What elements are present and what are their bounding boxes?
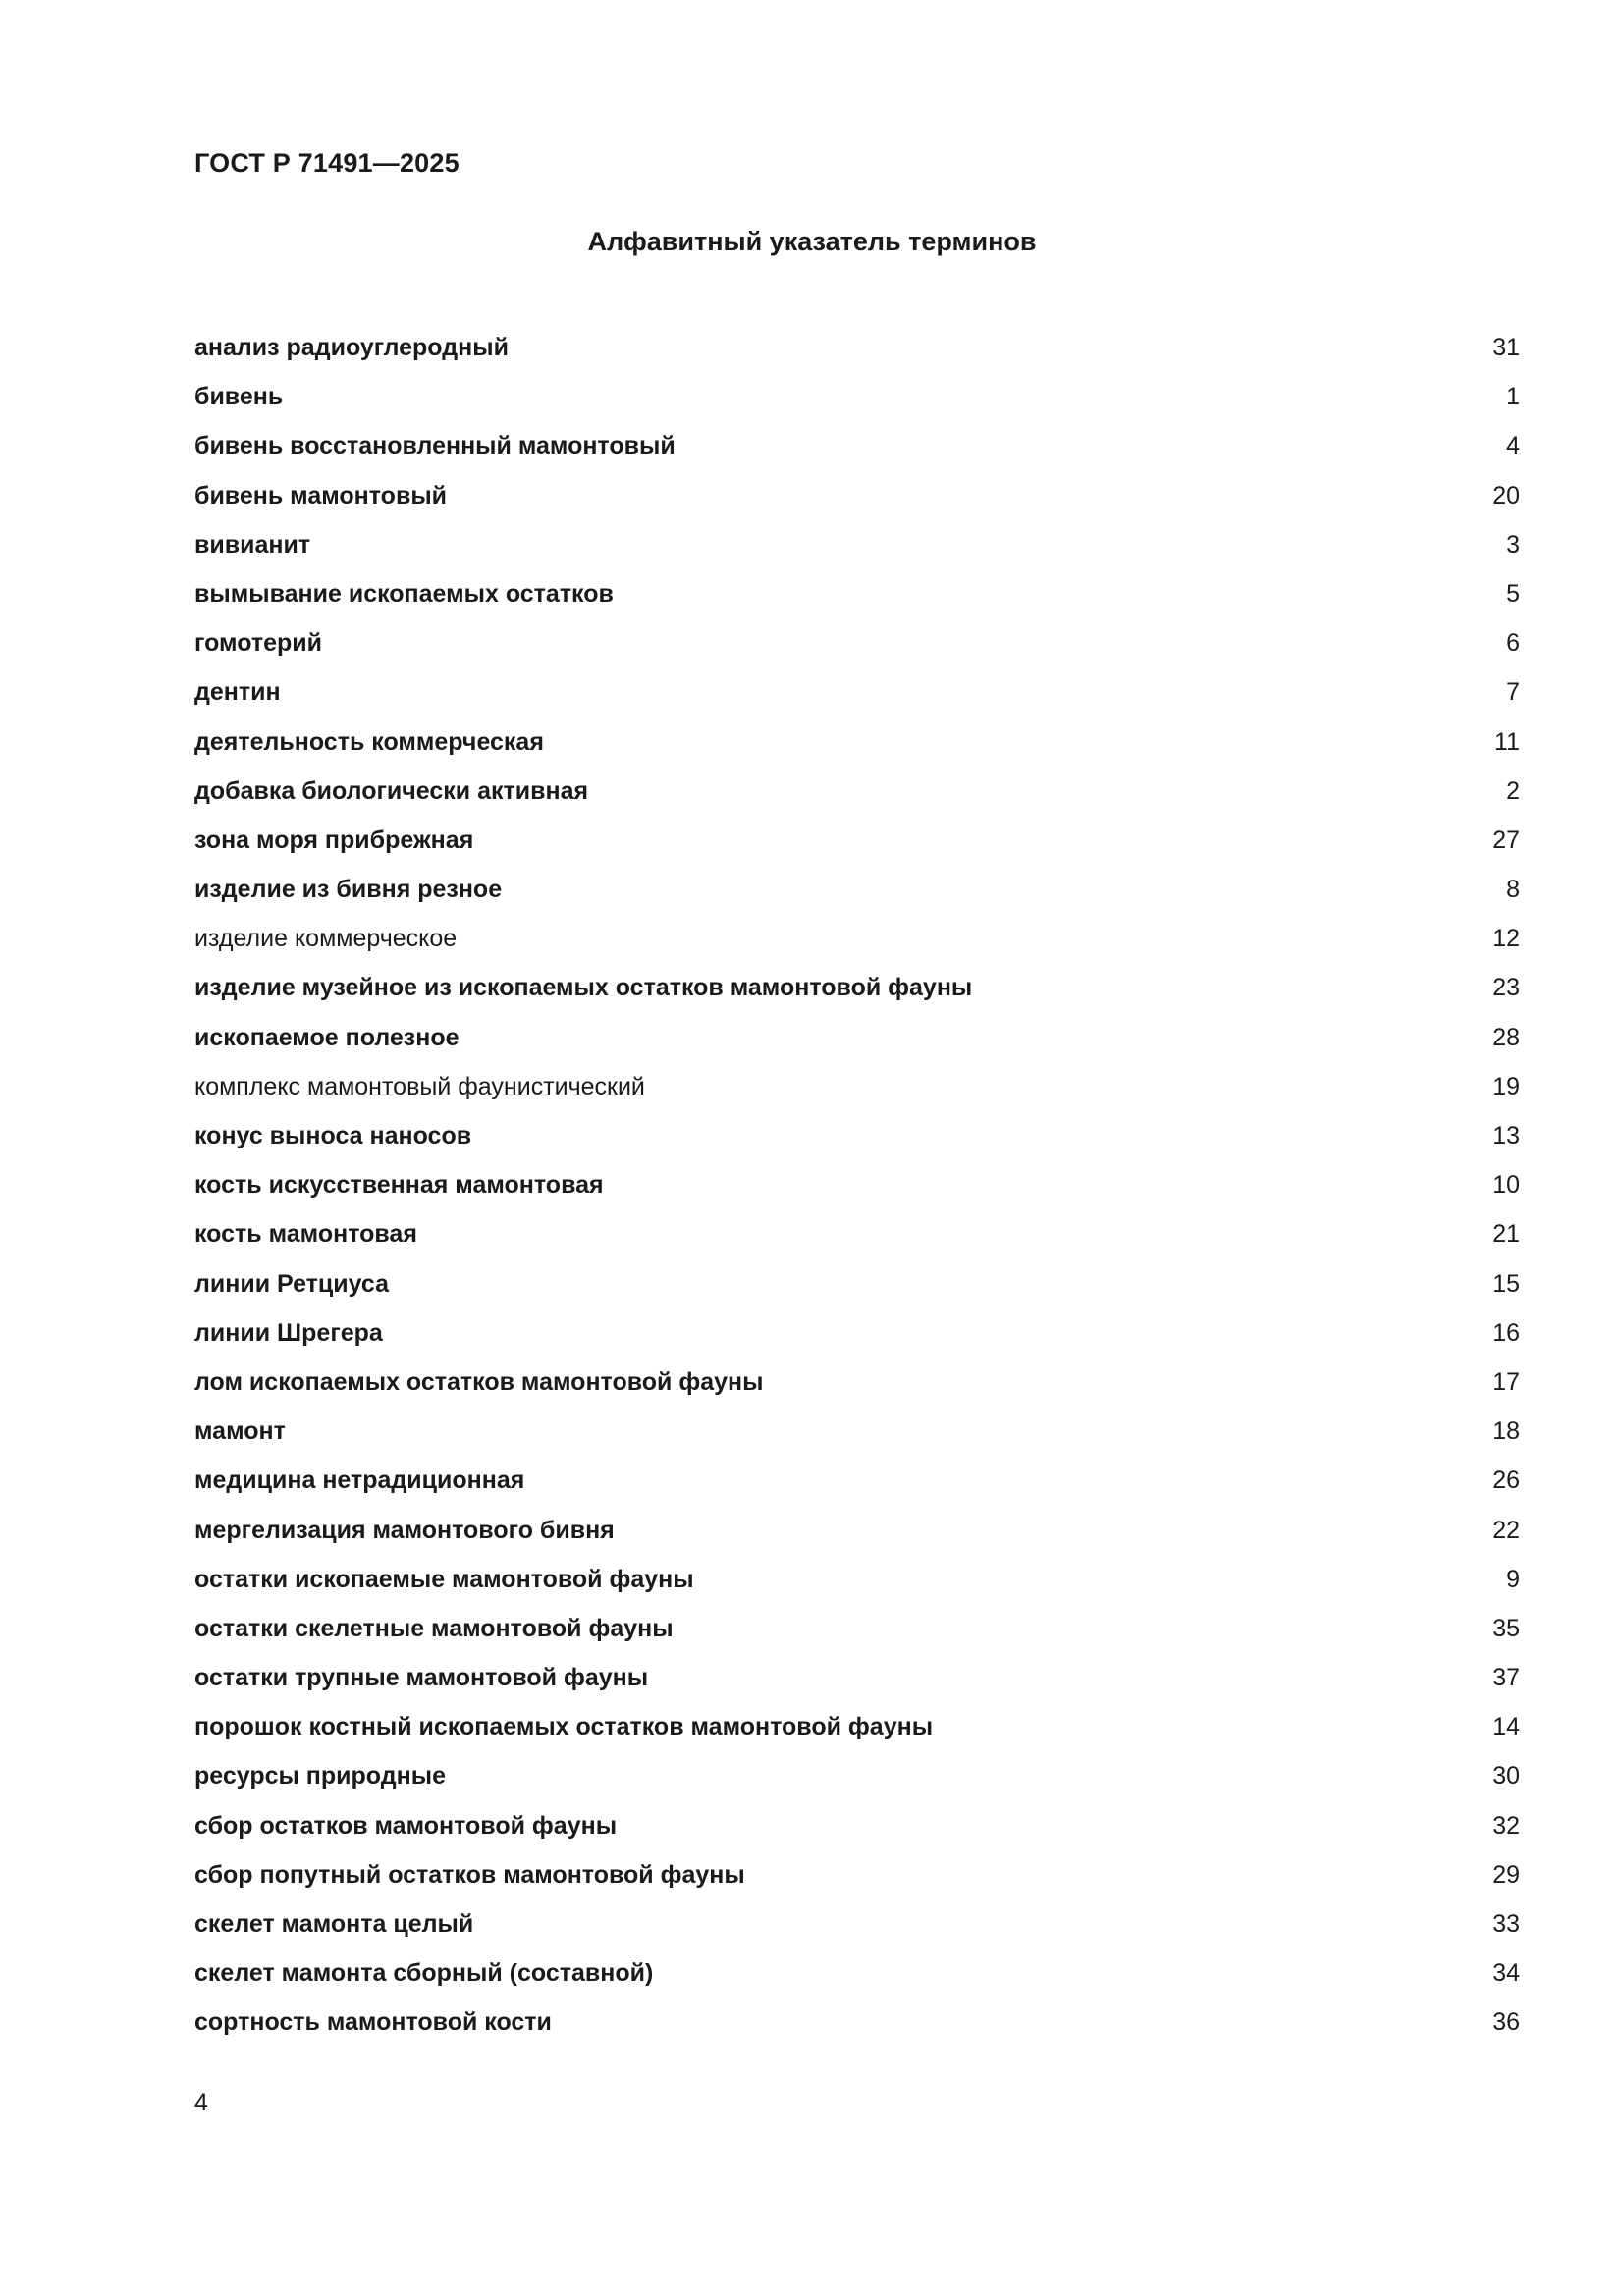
index-term: кость искусственная мамонтовая bbox=[194, 1171, 604, 1200]
index-term-number: 22 bbox=[1492, 1516, 1520, 1544]
index-entry bbox=[194, 1658, 1520, 1707]
index-term-number: 7 bbox=[1506, 678, 1520, 707]
index-entry bbox=[194, 426, 1520, 475]
index-term: изделие из бивня резное bbox=[194, 876, 503, 904]
index-term-number: 5 bbox=[1506, 579, 1520, 608]
index-term: бивень восстановленный мамонтовый bbox=[194, 432, 676, 460]
index-entry bbox=[194, 525, 1520, 574]
index-entry bbox=[194, 1214, 1520, 1263]
index-term-number: 6 bbox=[1506, 629, 1520, 658]
index-term: конус выноса наносов bbox=[194, 1122, 472, 1149]
index-term: изделие музейное из ископаемых остатков мамонтовой фауны bbox=[194, 974, 973, 1002]
index-entry bbox=[194, 377, 1520, 426]
index-term-number: 34 bbox=[1492, 1959, 1520, 1988]
index-entry bbox=[194, 722, 1520, 772]
index-entry bbox=[194, 672, 1520, 721]
index-term-number: 30 bbox=[1492, 1762, 1520, 1790]
index-term-number: 4 bbox=[1506, 432, 1520, 460]
index-term-number: 35 bbox=[1492, 1614, 1520, 1642]
index-entry bbox=[194, 1313, 1520, 1362]
index-entry bbox=[194, 870, 1520, 919]
index-term: деятельность коммерческая bbox=[194, 727, 544, 756]
index-term: бивень bbox=[194, 383, 284, 411]
index-term-number: 19 bbox=[1492, 1072, 1520, 1100]
index-term-number: 15 bbox=[1492, 1269, 1520, 1298]
index-entry bbox=[194, 772, 1520, 821]
index-entry bbox=[194, 1560, 1520, 1609]
index-term-number: 26 bbox=[1492, 1467, 1520, 1495]
index-term: комплекс мамонтовый фаунистический bbox=[194, 1072, 645, 1100]
index-term-number: 37 bbox=[1492, 1664, 1520, 1692]
index-entry bbox=[194, 1904, 1520, 1953]
index-term-number: 1 bbox=[1506, 383, 1520, 411]
index-entry bbox=[194, 1116, 1520, 1165]
index-term: ресурсы природные bbox=[194, 1762, 446, 1790]
index-entry bbox=[194, 1461, 1520, 1510]
index-term: мергелизация мамонтового бивня bbox=[194, 1516, 615, 1544]
index-term: сортность мамонтовой кости bbox=[194, 2008, 552, 2037]
index-term: дентин bbox=[194, 678, 281, 707]
index-term: сбор попутный остатков мамонтовой фауны bbox=[194, 1860, 745, 1889]
index-entry bbox=[194, 1806, 1520, 1855]
index-entry bbox=[194, 821, 1520, 870]
index-term: вивианит bbox=[194, 530, 311, 559]
index-term: медицина нетрадиционная bbox=[194, 1467, 525, 1495]
index-term-number: 16 bbox=[1492, 1318, 1520, 1347]
index-term-number: 8 bbox=[1506, 876, 1520, 904]
index-term: лом ископаемых остатков мамонтовой фауны bbox=[194, 1367, 764, 1396]
index-entry bbox=[194, 1855, 1520, 1904]
index-term-number: 31 bbox=[1492, 334, 1520, 361]
index-entry bbox=[194, 1018, 1520, 1067]
index-term-number: 28 bbox=[1492, 1023, 1520, 1051]
index-term-number: 29 bbox=[1492, 1860, 1520, 1889]
index-term-number: 27 bbox=[1492, 826, 1520, 854]
index-term: добавка биологически активная bbox=[194, 776, 589, 805]
index-entry bbox=[194, 1609, 1520, 1658]
index-entry bbox=[194, 1264, 1520, 1313]
index-term: зона моря прибрежная bbox=[194, 826, 474, 854]
index-term-number: 13 bbox=[1492, 1122, 1520, 1149]
index-entry bbox=[194, 1362, 1520, 1412]
index-term: анализ радиоуглеродный bbox=[194, 334, 509, 361]
index-entry bbox=[194, 1067, 1520, 1116]
index-term: скелет мамонта сборный (составной) bbox=[194, 1959, 654, 1988]
index-entry bbox=[194, 1953, 1520, 2002]
index-entry bbox=[194, 1511, 1520, 1560]
index-entry bbox=[194, 1756, 1520, 1805]
index-term-number: 36 bbox=[1492, 2008, 1520, 2037]
index-entry bbox=[194, 1165, 1520, 1214]
index-term: ископаемое полезное bbox=[194, 1023, 460, 1051]
index-term: кость мамонтовая bbox=[194, 1220, 417, 1249]
index-entry bbox=[194, 968, 1520, 1017]
page-number: 4 bbox=[194, 2089, 208, 2116]
index-entry bbox=[194, 1707, 1520, 1756]
index-entry bbox=[194, 623, 1520, 672]
index-term-number: 3 bbox=[1506, 530, 1520, 559]
index-term-number: 20 bbox=[1492, 481, 1520, 509]
index-entry bbox=[194, 574, 1520, 623]
index-entry bbox=[194, 2002, 1520, 2052]
index-term-number: 23 bbox=[1492, 974, 1520, 1002]
index-term: мамонт bbox=[194, 1417, 286, 1446]
index-term-number: 14 bbox=[1492, 1713, 1520, 1741]
index-term-number: 21 bbox=[1492, 1220, 1520, 1249]
index-term: остатки скелетные мамонтовой фауны bbox=[194, 1614, 674, 1642]
index-term-number: 17 bbox=[1492, 1367, 1520, 1396]
index-term: изделие коммерческое bbox=[194, 925, 458, 953]
index-term-number: 2 bbox=[1506, 776, 1520, 805]
index-term-number: 11 bbox=[1494, 727, 1520, 756]
index-term: линии Шрегера bbox=[194, 1318, 383, 1347]
term-index-list bbox=[194, 328, 1520, 2053]
index-term-number: 12 bbox=[1492, 925, 1520, 953]
index-term: вымывание ископаемых остатков bbox=[194, 579, 614, 608]
index-term: линии Ретциуса bbox=[194, 1269, 390, 1298]
index-term-number: 32 bbox=[1492, 1811, 1520, 1840]
index-entry bbox=[194, 1412, 1520, 1461]
index-term-number: 10 bbox=[1492, 1171, 1520, 1200]
index-entry bbox=[194, 476, 1520, 525]
index-entry bbox=[194, 328, 1520, 377]
index-term-number: 9 bbox=[1506, 1565, 1520, 1593]
index-entry bbox=[194, 919, 1520, 968]
index-term-number: 18 bbox=[1492, 1417, 1520, 1446]
index-term-number: 33 bbox=[1492, 1910, 1520, 1938]
index-term: остатки трупные мамонтовой фауны bbox=[194, 1664, 649, 1692]
index-title: Алфавитный указатель терминов bbox=[587, 227, 1037, 256]
index-term: скелет мамонта целый bbox=[194, 1910, 474, 1938]
index-term: бивень мамонтовый bbox=[194, 481, 448, 509]
index-term: остатки ископаемые мамонтовой фауны bbox=[194, 1565, 694, 1593]
document-code: ГОСТ Р 71491—2025 bbox=[194, 148, 460, 178]
index-term: порошок костный ископаемых остатков мамонтовой фауны bbox=[194, 1713, 934, 1741]
index-term: гомотерий bbox=[194, 629, 322, 658]
index-term: сбор остатков мамонтовой фауны bbox=[194, 1811, 618, 1840]
